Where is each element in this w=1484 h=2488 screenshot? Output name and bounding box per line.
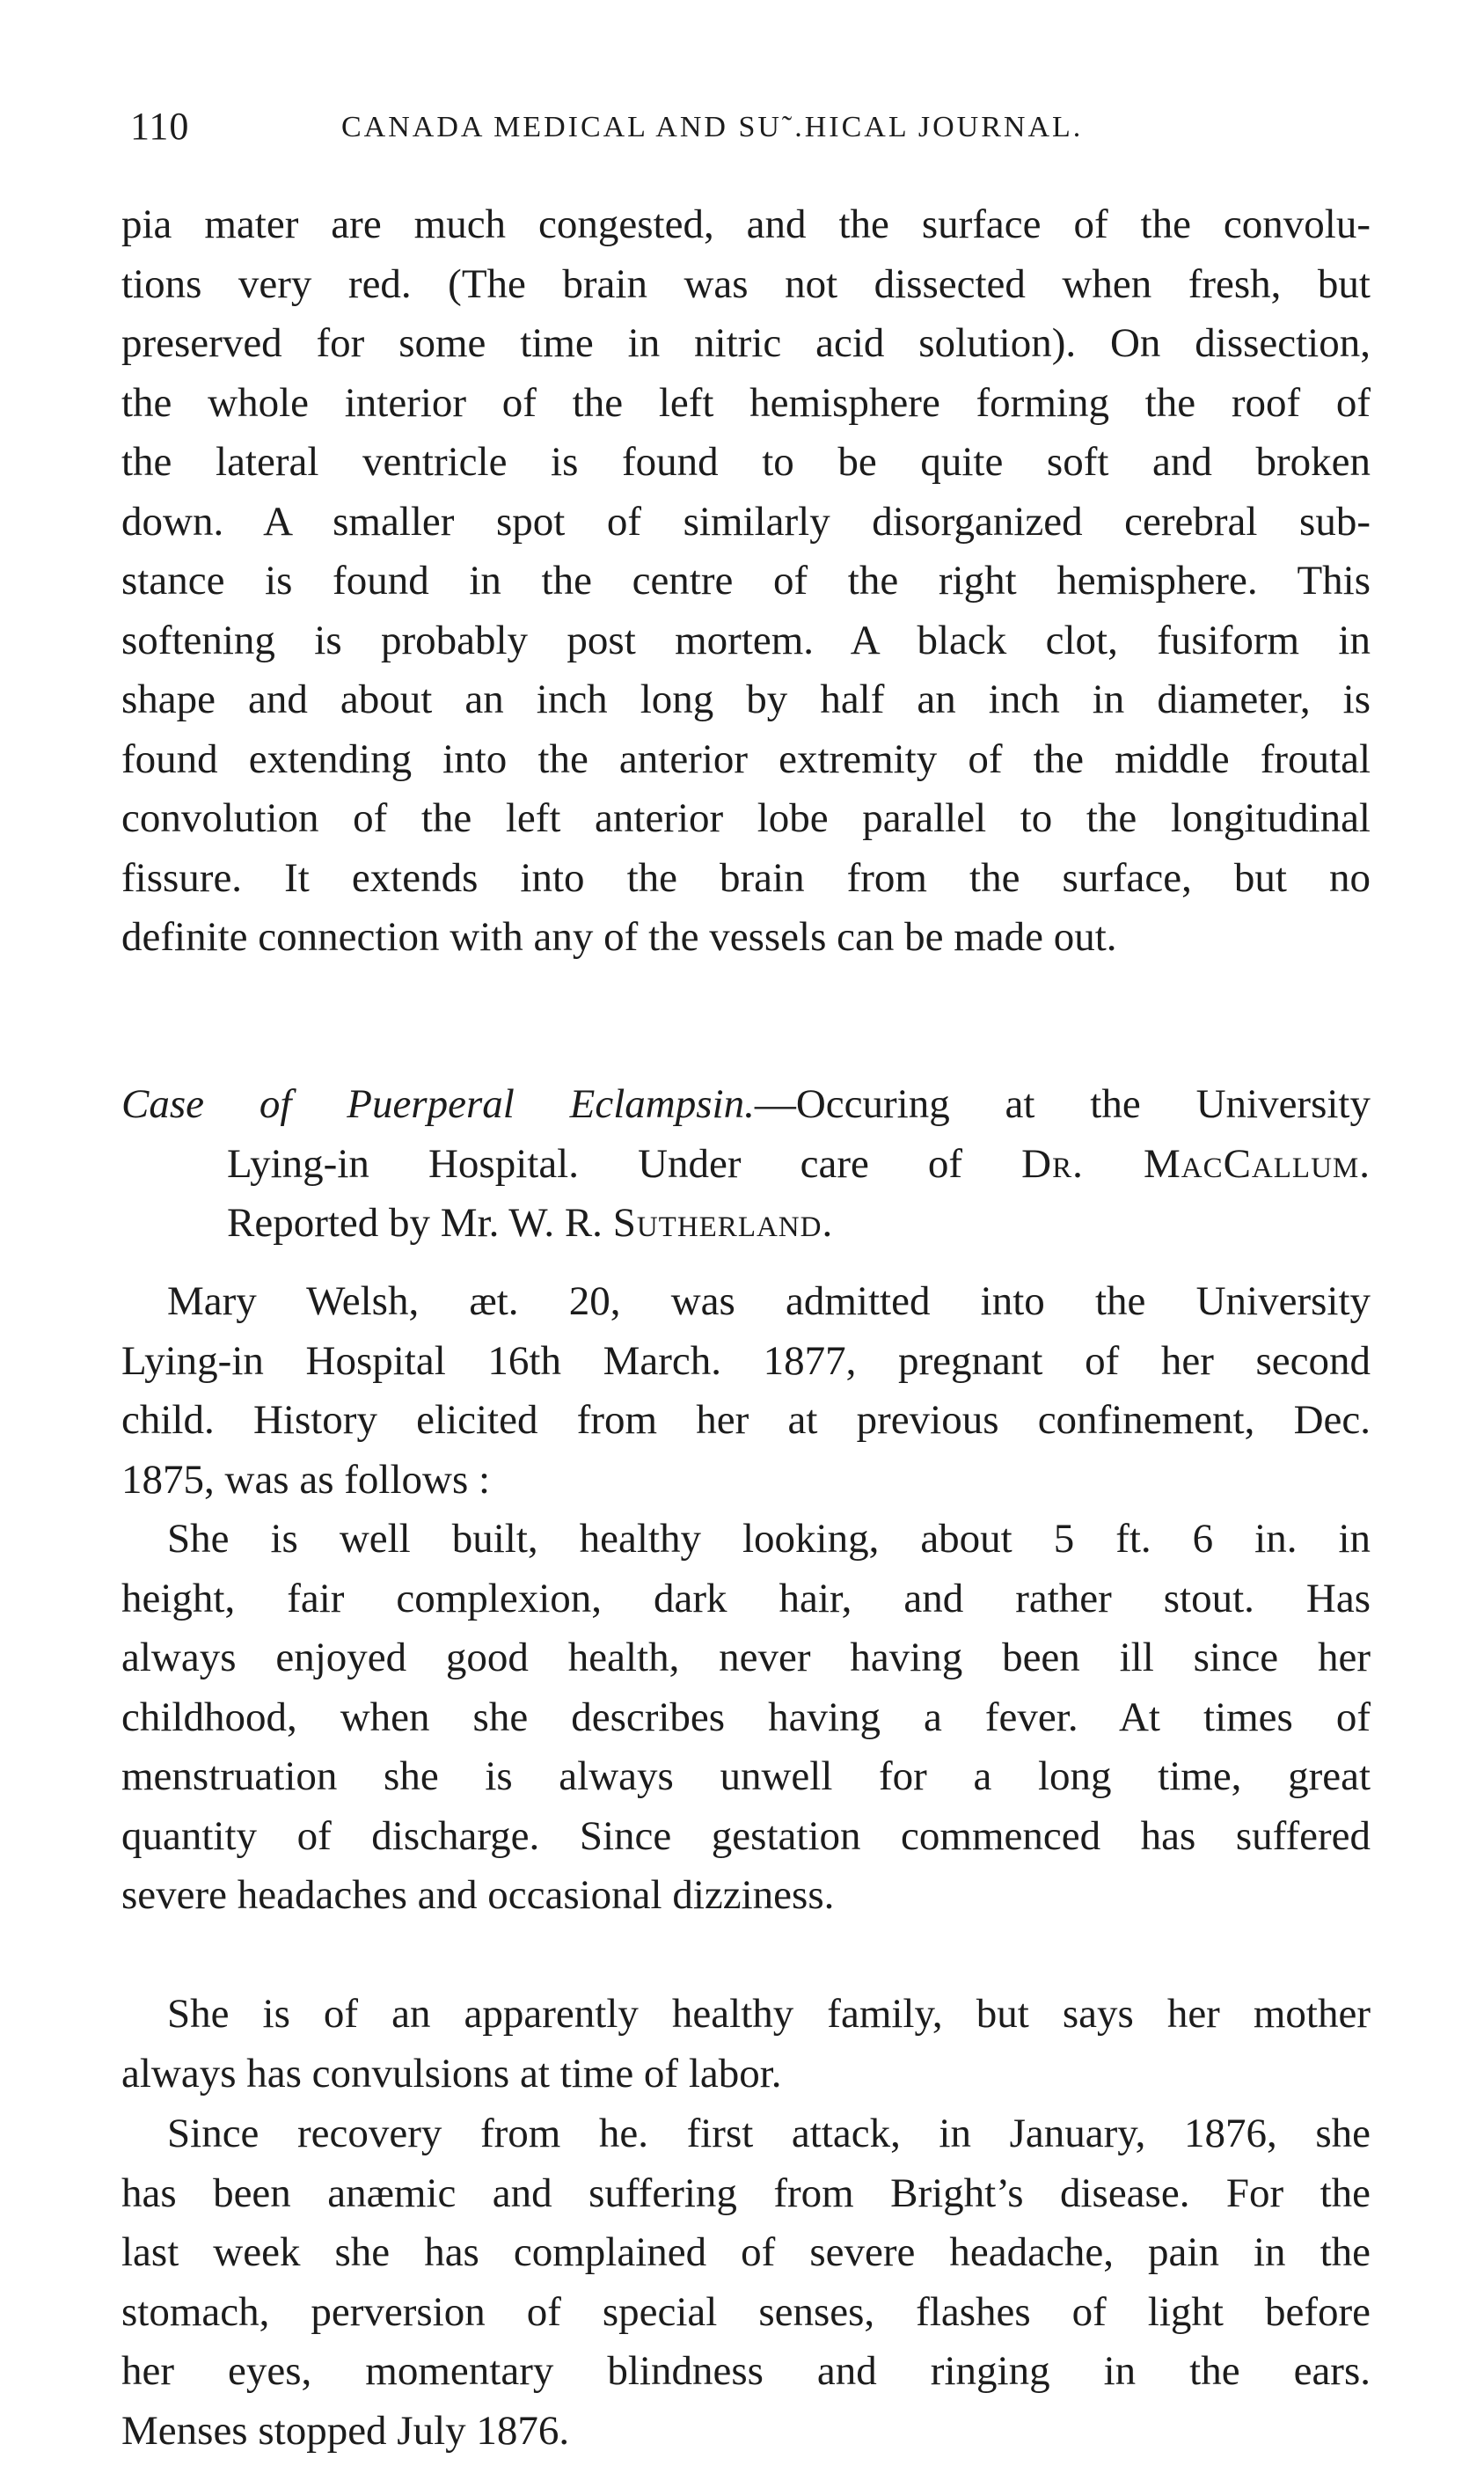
- text-line: softening is probably post mortem. A black clot, fusiform in: [121, 617, 1371, 663]
- reporter-name: Sutherland.: [612, 1200, 834, 1246]
- text-line: height, fair complexion, dark hair, and rather stout. Has: [121, 1575, 1371, 1621]
- text-line: Since recovery from he. first attack, in January, 1876, she: [167, 2111, 1371, 2156]
- text-line: the whole interior of the left hemisphere forming the roof of: [121, 379, 1371, 426]
- case-title-rest: —Occuring at the University: [754, 1081, 1371, 1127]
- text-line: stance is found in the centre of the right hemisphere. This: [121, 558, 1371, 604]
- text-line: tions very red. (The brain was not dissected when fresh, but: [121, 260, 1371, 307]
- text-line: pia mater are much congested, and the surface of the convolu-: [121, 201, 1371, 247]
- text-line: menstruation she is always unwell for a long time, great: [121, 1753, 1371, 1799]
- text-line: severe headaches and occasional dizziness.: [121, 1872, 835, 1918]
- text-line: quantity of discharge. Since gestation commenced has suffered: [121, 1812, 1371, 1859]
- text-line: last week she has complained of severe headache, pain in the: [121, 2229, 1371, 2275]
- page-number: 110: [130, 105, 190, 148]
- text-line: has been anæmic and suffering from Bright’s disease. For the: [121, 2170, 1371, 2216]
- case-heading-line-3: [121, 1194, 1371, 1254]
- hospital-text: Lying-in Hospital. Under care of: [227, 1140, 963, 1187]
- text-line: found extending into the anterior extremity of the middle froutal: [121, 735, 1371, 782]
- text-line: child. History elicited from her at previous confinement, Dec.: [121, 1397, 1371, 1443]
- paragraph-history: [121, 2104, 1371, 2461]
- running-head: CANADA MEDICAL AND SU˜.HICAL JOURNAL.: [341, 111, 1084, 143]
- text-line: always has convulsions at time of labor.: [121, 2050, 782, 2097]
- text-line: always enjoyed good health, never having been ill since her: [121, 1635, 1371, 1680]
- reporter-text: Reported by Mr. W. R.: [227, 1200, 603, 1246]
- case-heading: [121, 1075, 1371, 1254]
- paragraph-description: [121, 1510, 1371, 1926]
- text-line: preserved for some time in nitric acid solution). On dissection,: [121, 320, 1371, 366]
- text-line: Lying-in Hospital 16th March. 1877, pregnant of her second: [121, 1337, 1371, 1384]
- text-line: 1875, was as follows :: [121, 1456, 491, 1503]
- text-line: the lateral ventricle is found to be quite soft and broken: [121, 439, 1371, 485]
- text-line: down. A smaller spot of similarly disorganized cerebral sub-: [121, 498, 1371, 545]
- case-title: Case of Puerperal Eclampsin.: [121, 1081, 755, 1127]
- text-line: Menses stopped July 1876.: [121, 2407, 570, 2454]
- text-line: Mary Welsh, æt. 20, was admitted into the University: [167, 1278, 1371, 1324]
- text-line: She is of an apparently healthy family, but says her mother: [167, 1991, 1371, 2037]
- text-line: stomach, perversion of special senses, flashes of light before: [121, 2288, 1371, 2335]
- text-line: convolution of the left anterior lobe parallel to the longitudinal: [121, 795, 1371, 841]
- paragraph-admission: [121, 1272, 1371, 1510]
- text-line: her eyes, momentary blindness and ringing in the ears.: [121, 2348, 1371, 2394]
- text-line: She is well built, healthy looking, about 5 ft. 6 in. in: [167, 1516, 1371, 1562]
- continued-paragraph: [121, 195, 1371, 968]
- text-line: definite connection with any of the vessels can be made out.: [121, 914, 1117, 960]
- physician-name: Dr. MacCallum.: [1021, 1140, 1371, 1187]
- page-header: [130, 104, 1362, 165]
- case-heading-line-1: [121, 1075, 1371, 1135]
- paragraph-family: [121, 1985, 1371, 2104]
- case-heading-line-2: [121, 1135, 1371, 1195]
- text-line: childhood, when she describes having a fever. At times of: [121, 1694, 1371, 1740]
- text-line: shape and about an inch long by half an inch in diameter, is: [121, 677, 1371, 722]
- text-line: fissure. It extends into the brain from the surface, but no: [121, 854, 1371, 901]
